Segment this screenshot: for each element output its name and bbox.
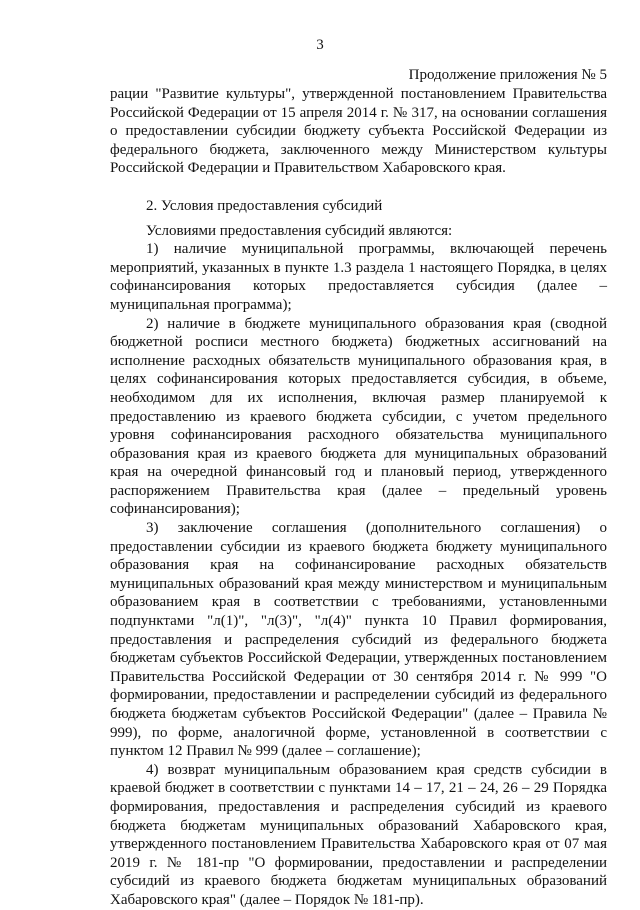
section-heading: 2. Условия предоставления субсидий xyxy=(146,197,383,214)
condition-item-1: 1) наличие муниципальной программы, включающей перечень мероприятий, указанных в пункте 1.3 раздела 1 настоящего Порядка, в целях софинансирования которых предоставляется субсидия (далее – муниципальная программа); xyxy=(110,241,607,313)
section-lead: Условиями предоставления субсидий являются: xyxy=(146,222,453,239)
intro-paragraph: рации "Развитие культуры", утвержденной постановлением Правительства Российской Федерации от 15 апреля 2014 г. № 317, на основании соглашения о предоставлении субсидии бюджету субъекта Российской Федерации из федерального бюджета, заключенного между Министерством культуры Российской Федерации и Правительством Хабаровского края. xyxy=(110,86,607,177)
document-body xyxy=(110,85,607,910)
condition-item-2: 2) наличие в бюджете муниципального образования края (сводной бюджетной росписи местного бюджета) бюджетных ассигнований на исполнение расходных обязательств муниципального образования края, в целях софинансирования которых предоставляется субсидия, в объеме, необходимом для их исполнения, включая размер планируемой к предоставлению из краевого бюджета субсидии, с учетом предельного уровня софинансирования расходного обязательства муниципального образования края из краевого бюджета для муниципальных образований края на очередной финансовый год и плановый период, утвержденного распоряжением Правительства края (далее – предельный уровень софинансирования); xyxy=(110,315,607,518)
appendix-continuation-note: Продолжение приложения № 5 xyxy=(408,67,607,83)
condition-item-3: 3) заключение соглашения (дополнительного соглашения) о предоставлении субсидии из краевого бюджета бюджету муниципального образования края на софинансирование расходных обязательств муниципальных образований края между министерством и муниципальным образованием края в соответствии с требованиями, установленными подпунктами "л(1)", "л(3)", "л(4)" пункта 10 Правил формирования, предоставления и распределения субсидий из федерального бюджета бюджетам субъектов Российской Федерации, утвержденных постановлением Правительства Российской Федерации от 30 сентября 2014 г. № 999 "О формировании, предоставлении и распределении субсидий из федерального бюджета бюджетам субъектов Российской Федерации" (далее – Правила № 999), по форме, аналогичной форме, установленной в соответствии с пунктом 12 Правил № 999 (далее – соглашение); xyxy=(110,520,607,760)
condition-item-4: 4) возврат муниципальным образованием края средств субсидии в краевой бюджет в соответствии с пунктами 14 – 17, 21 – 24, 26 – 29 Порядка формирования, предоставления и распределения субсидий из краевого бюджета бюджетам муниципальных образований Хабаровского края, утвержденного постановлением Правительства Хабаровского края от 07 мая 2019 г. № 181-пр "О формировании, предоставлении и распределении субсидий из краевого бюджета бюджетам муниципальных образований Хабаровского края" (далее – Порядок № 181-пр). xyxy=(110,761,607,908)
page-number: 3 xyxy=(316,37,324,53)
